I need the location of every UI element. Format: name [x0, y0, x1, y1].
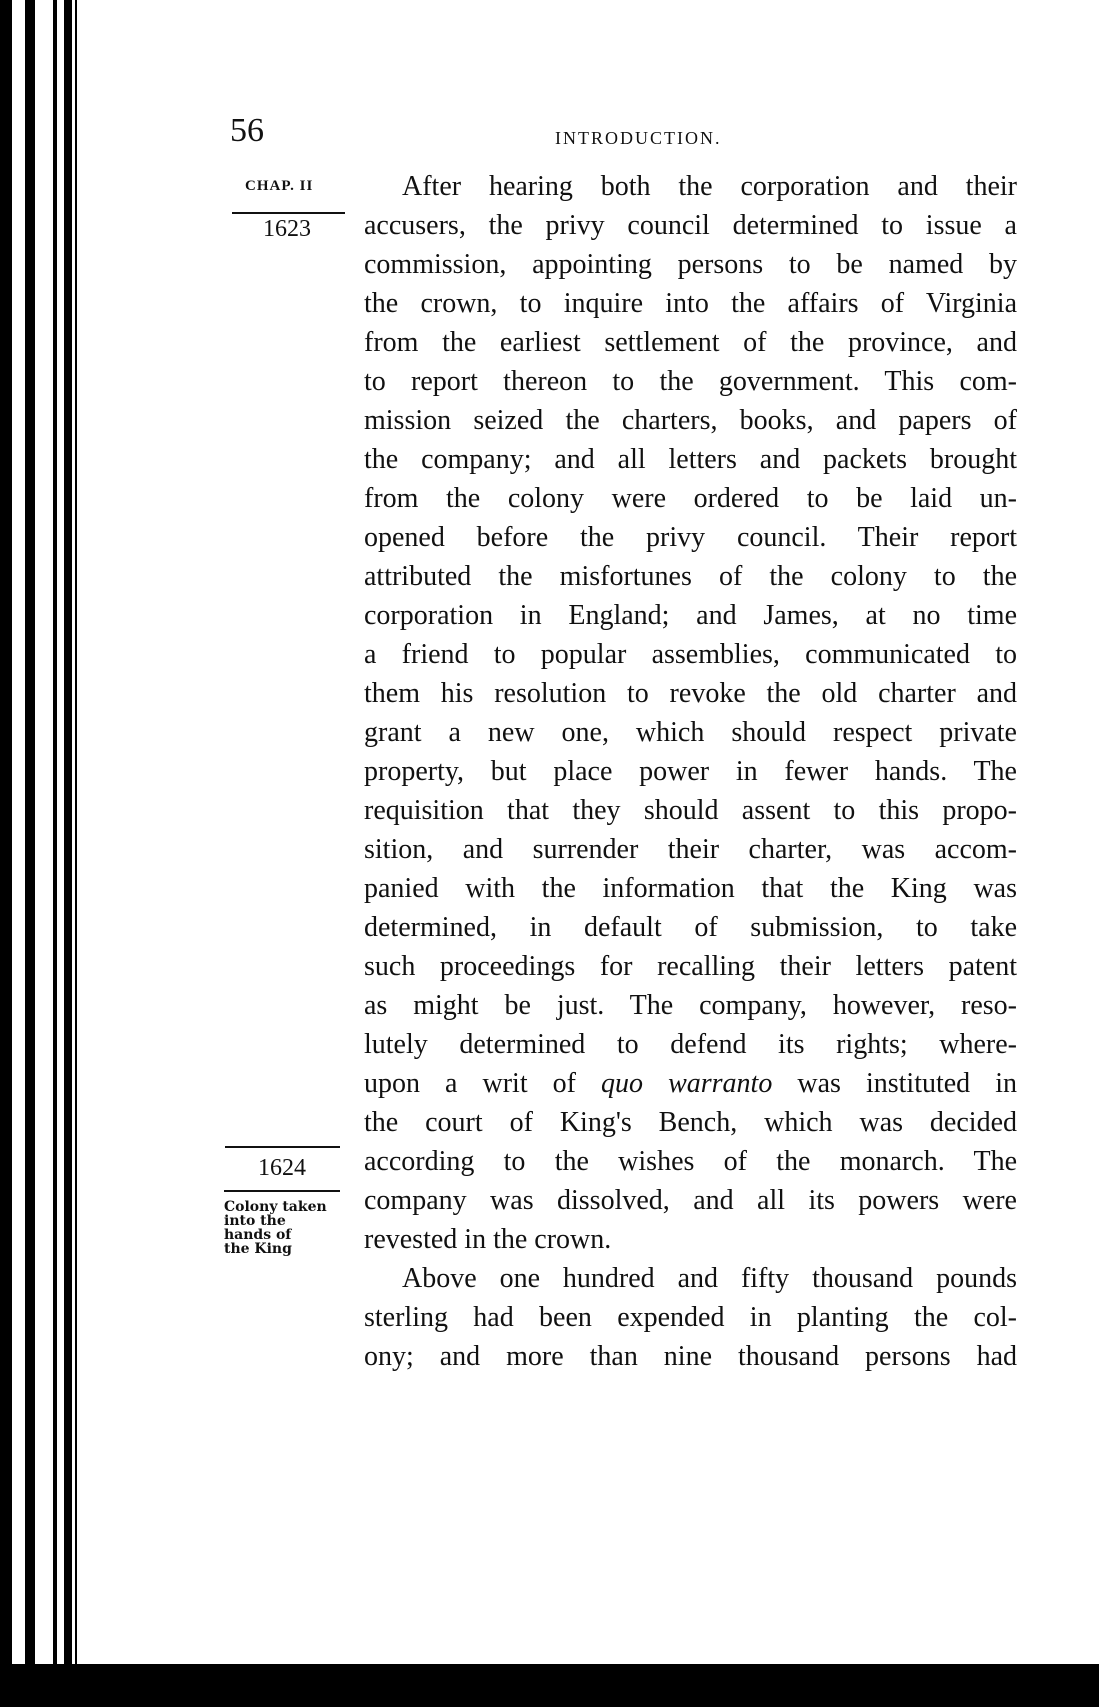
page-number: 56 [230, 112, 264, 149]
binding-edge [53, 0, 57, 1707]
note-line: into the [224, 1213, 286, 1229]
binding-edge [64, 0, 72, 1707]
running-head: INTRODUCTION. [555, 128, 722, 148]
chapter-label: CHAP. II [245, 178, 314, 194]
text-line: revested in the crown. [364, 1224, 612, 1255]
text-segment: was instituted in [772, 1068, 1018, 1099]
text-line: requisition that they should assent to this propo- [364, 795, 1017, 826]
text-line: them his resolution to revoke the old charter and [364, 678, 1017, 709]
text-line: company was dissolved, and all its powers were [364, 1185, 1017, 1216]
text-line: according to the wishes of the monarch. The [364, 1146, 1017, 1177]
italic-term: quo warranto [601, 1068, 773, 1099]
binding-edge [0, 0, 12, 1707]
note-line: hands of [224, 1227, 292, 1243]
text-line: to report thereon to the government. This com- [364, 366, 1017, 397]
body-text [364, 167, 1017, 1376]
text-line: ony; and more than nine thousand persons had [364, 1341, 1017, 1372]
text-line: Above one hundred and fifty thousand pounds [402, 1263, 1017, 1294]
binding-edge [75, 0, 77, 1707]
text-line: grant a new one, which should respect private [364, 717, 1017, 748]
margin-year-1624: 1624 [258, 1155, 306, 1181]
text-line: the company; and all letters and packets brought [364, 444, 1017, 475]
text-line: as might be just. The company, however, reso- [364, 990, 1017, 1021]
margin-note [224, 1200, 327, 1256]
text-line: opened before the privy council. Their report [364, 522, 1017, 553]
text-line: accusers, the privy council determined to issue a [364, 210, 1017, 241]
text-line: from the earliest settlement of the province, and [364, 327, 1017, 358]
text-line: attributed the misfortunes of the colony to the [364, 561, 1017, 592]
text-line: property, but place power in fewer hands. The [364, 756, 1017, 787]
scan-border [0, 1664, 1099, 1707]
text-line: from the colony were ordered to be laid un- [364, 483, 1017, 514]
text-line: the court of King's Bench, which was decided [364, 1107, 1017, 1138]
text-line: commission, appointing persons to be named by [364, 249, 1017, 280]
text-line: After hearing both the corporation and their [402, 171, 1017, 202]
note-line: Colony taken [224, 1199, 327, 1215]
note-line: the King [224, 1241, 292, 1257]
text-line: the crown, to inquire into the affairs of Virginia [364, 288, 1017, 319]
text-line: determined, in default of submission, to take [364, 912, 1017, 943]
text-line: sition, and surrender their charter, was accom- [364, 834, 1017, 865]
text-line: sterling had been expended in planting the col- [364, 1302, 1017, 1333]
text-line: panied with the information that the King was [364, 873, 1017, 904]
binding-edge [25, 0, 35, 1707]
margin-rule [224, 1190, 340, 1192]
margin-rule [232, 212, 345, 214]
text-line: a friend to popular assemblies, communicated to [364, 639, 1017, 670]
text-line: lutely determined to defend its rights; where- [364, 1029, 1017, 1060]
margin-rule [225, 1146, 340, 1148]
text-line: mission seized the charters, books, and papers of [364, 405, 1017, 436]
margin-year-1623: 1623 [263, 216, 311, 242]
text-line: such proceedings for recalling their letters patent [364, 951, 1017, 982]
text-line: corporation in England; and James, at no time [364, 600, 1017, 631]
text-line [364, 1064, 1017, 1103]
text-segment: upon a writ of [364, 1068, 602, 1099]
